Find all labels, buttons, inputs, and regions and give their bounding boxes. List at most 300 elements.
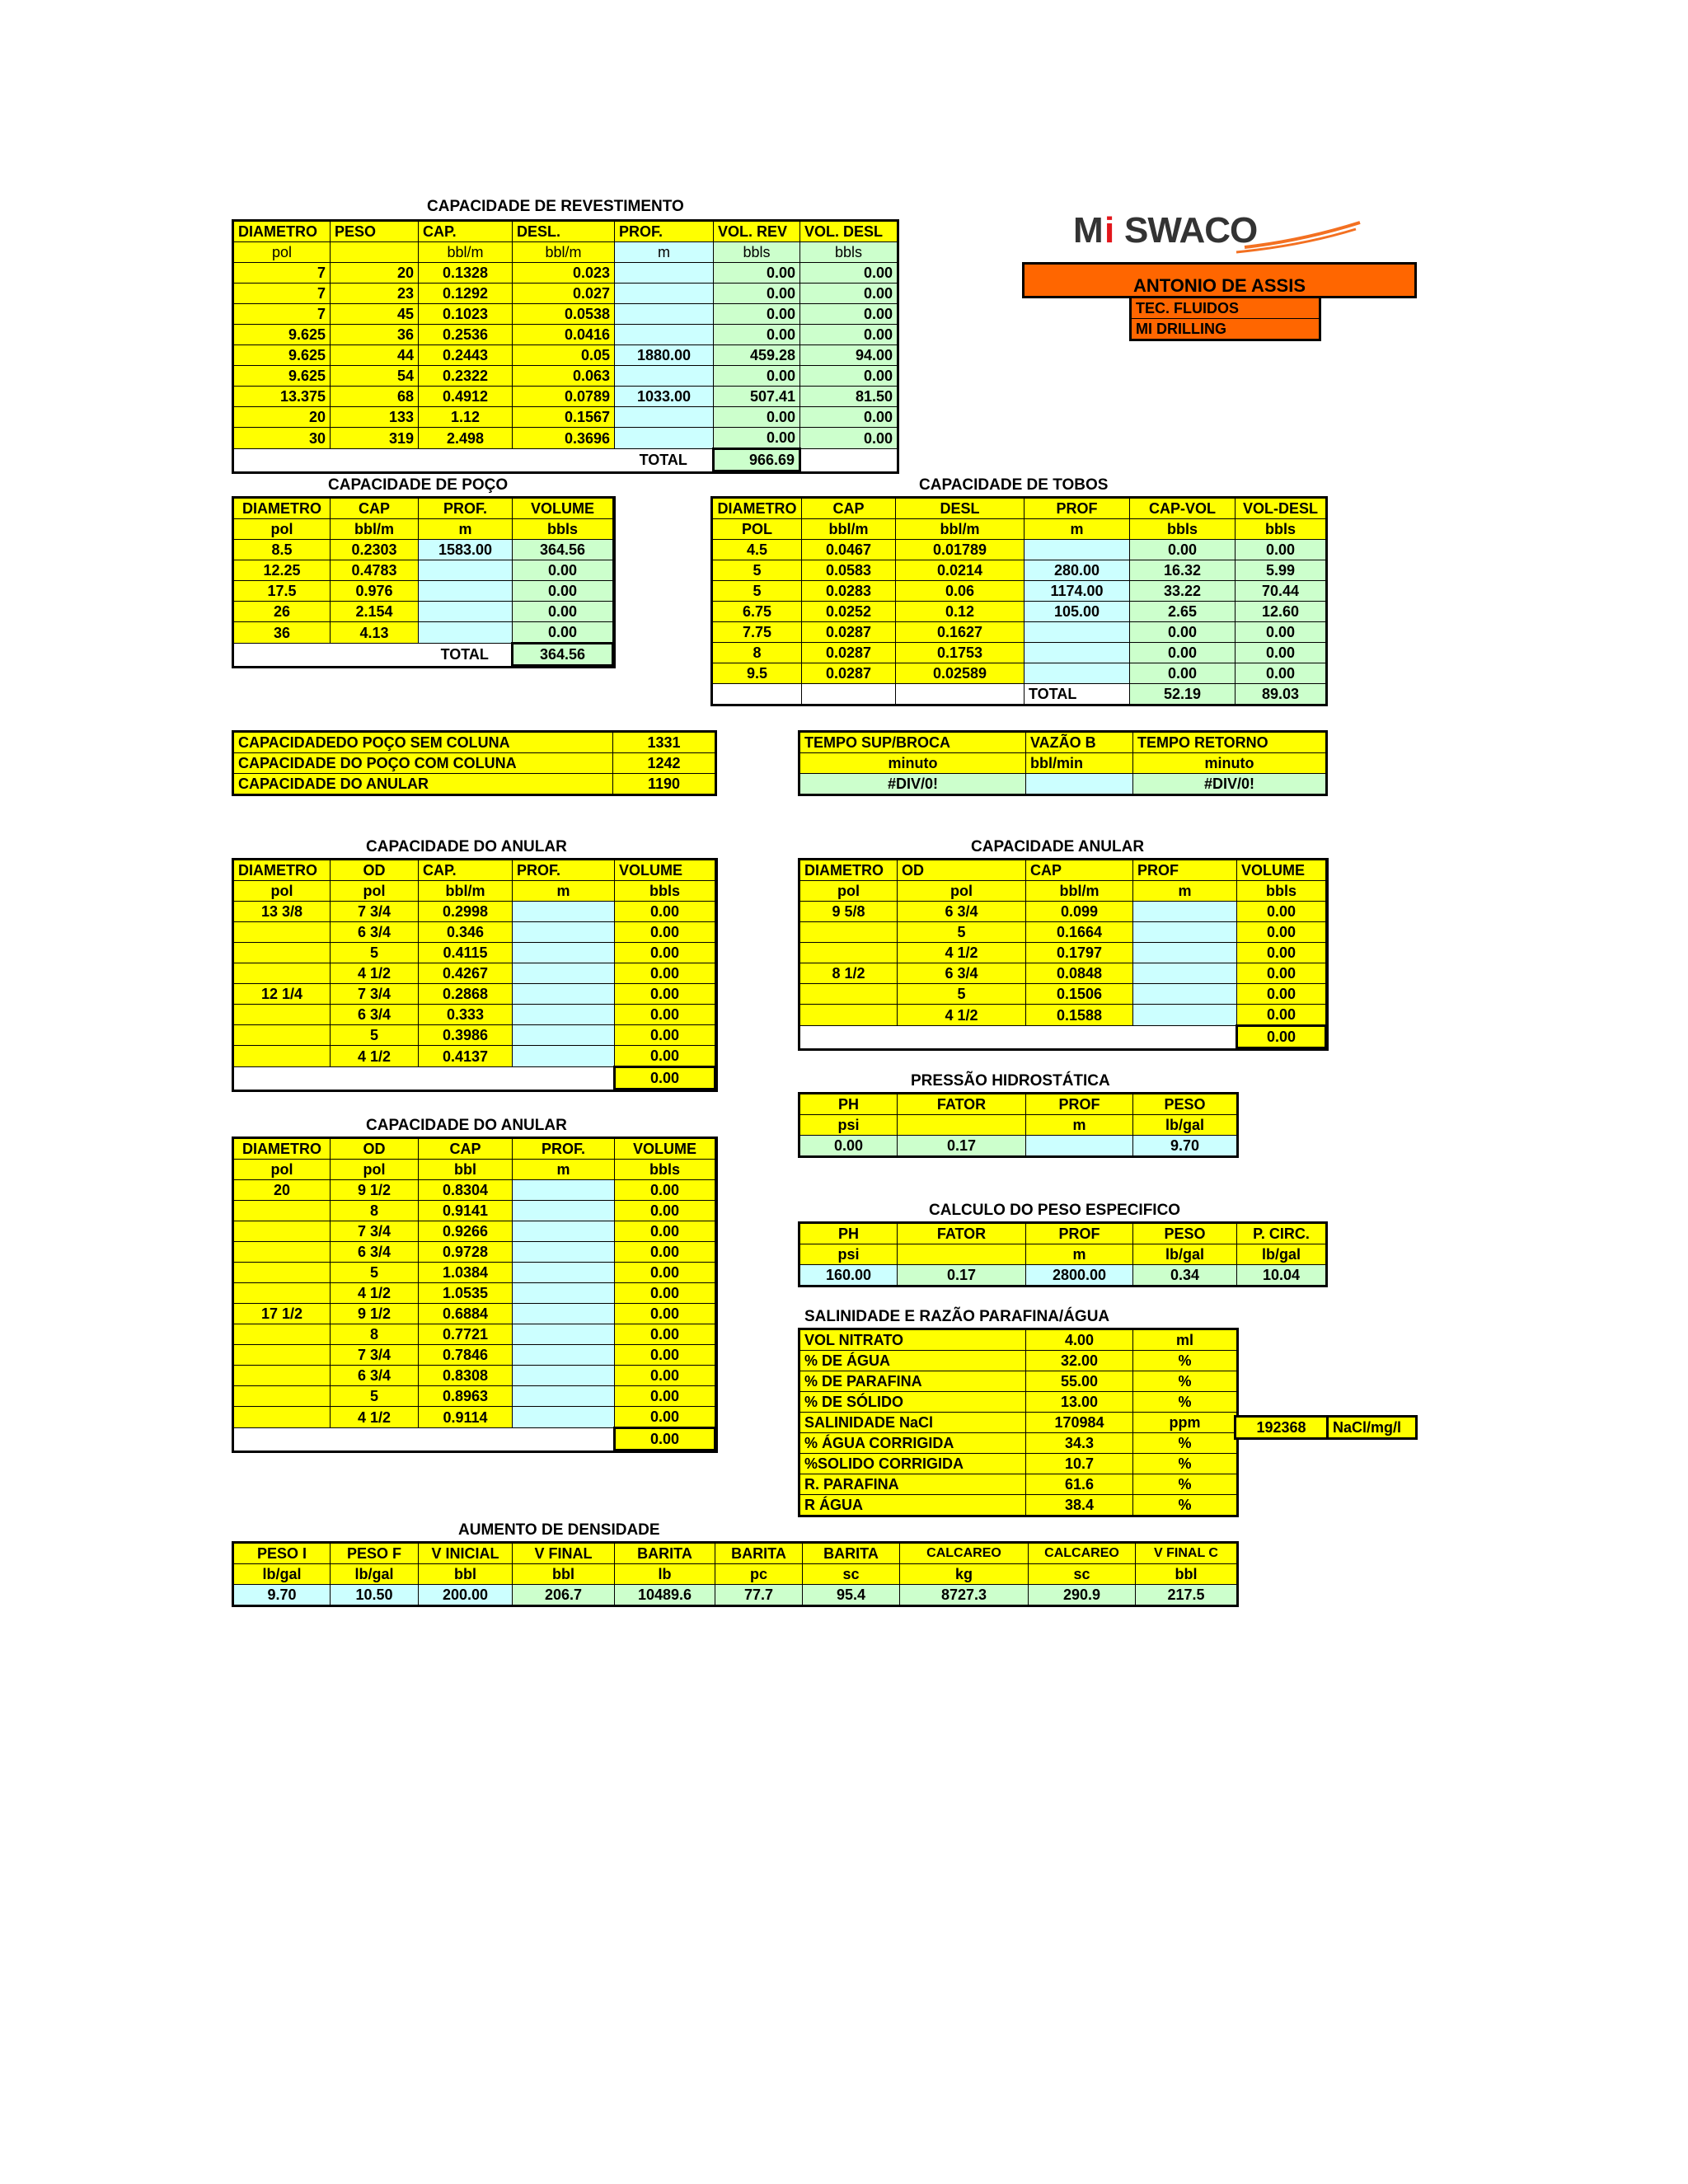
header-cell: VOLUME (513, 499, 613, 519)
table-cell: 0.2443 (419, 345, 513, 366)
table-cell: 6 3/4 (898, 963, 1026, 984)
table-cell[interactable] (615, 304, 714, 325)
table-cell: 32.00 (1026, 1351, 1133, 1371)
header-cell: TEMPO SUP/BROCA (800, 733, 1026, 753)
unit-cell: bbl/m (802, 519, 896, 540)
peso-esp-title: CALCULO DO PESO ESPECIFICO (929, 1202, 1181, 1219)
table-row (234, 943, 715, 963)
table-row (713, 602, 1326, 622)
anular2-rows (800, 902, 1326, 1026)
table-row (800, 1392, 1237, 1413)
table-cell: 9.625 (234, 345, 331, 366)
table-cell[interactable] (1025, 663, 1130, 684)
header-cell: VAZÃO B (1026, 733, 1133, 753)
table-cell: 0.00 (615, 922, 715, 943)
peso-i-input[interactable]: 9.70 (234, 1585, 331, 1605)
unit-cell: bbl/m (513, 242, 615, 263)
table-cell (234, 963, 331, 984)
table-cell: 0.00 (615, 1242, 715, 1263)
table-cell[interactable] (513, 1005, 615, 1025)
table-cell[interactable] (1025, 622, 1130, 643)
table-row (800, 1330, 1237, 1351)
table-row (713, 560, 1326, 581)
unit-cell: bbls (1237, 881, 1326, 902)
unit-cell: lb/gal (331, 1564, 419, 1585)
table-cell: 0.0252 (802, 602, 896, 622)
table-cell: 0.1023 (419, 304, 513, 325)
unit-cell: m (615, 242, 714, 263)
table-row (234, 581, 613, 602)
table-cell[interactable] (513, 1025, 615, 1046)
tubos-rows (713, 540, 1326, 684)
header-cell: VOLUME (615, 1139, 715, 1160)
unit-cell: bbls (615, 1160, 715, 1180)
table-cell: 34.3 (1026, 1433, 1133, 1454)
unit-cell: bbls (1236, 519, 1326, 540)
unit-cell: kg (900, 1564, 1029, 1585)
table-row (234, 774, 715, 794)
anular2-title: CAPACIDADE ANULAR (971, 838, 1145, 855)
unit-cell: m (1133, 881, 1237, 902)
table-cell[interactable] (615, 284, 714, 304)
table-cell[interactable] (513, 1386, 615, 1407)
table-cell: 23 (331, 284, 419, 304)
table-cell: 0.00 (513, 622, 613, 644)
table-cell: 9.5 (713, 663, 802, 684)
table-cell: 0.00 (1236, 643, 1326, 663)
table-cell: 0.00 (714, 428, 800, 449)
total-vol-desl: 89.03 (1236, 684, 1326, 705)
table-cell[interactable] (419, 560, 513, 581)
header-cell: VOL-DESL (1236, 499, 1326, 519)
anular3-table (233, 1138, 716, 1451)
unit-cell: lb/gal (1133, 1115, 1237, 1136)
table-cell: 0.00 (714, 263, 800, 284)
table-row (713, 663, 1326, 684)
table-cell[interactable] (513, 984, 615, 1005)
table-cell: 1190 (613, 774, 715, 794)
table-row (234, 984, 715, 1005)
table-cell: 0.00 (1237, 922, 1326, 943)
table-cell[interactable] (1133, 984, 1237, 1005)
table-cell[interactable] (513, 943, 615, 963)
header-cell: VOL. REV (714, 222, 800, 242)
tempo-retorno-value: #DIV/0! (1133, 774, 1326, 794)
vazao-input[interactable] (1026, 774, 1133, 794)
table-cell[interactable] (513, 1324, 615, 1345)
table-cell[interactable]: 105.00 (1025, 602, 1130, 622)
table-cell: 8 1/2 (800, 963, 898, 984)
header-cell: V INICIAL (419, 1544, 513, 1564)
peso-esp-table (799, 1223, 1326, 1286)
table-cell: 7 3/4 (331, 1345, 419, 1366)
prof-input[interactable] (1026, 1136, 1133, 1156)
table-cell: 20 (331, 263, 419, 284)
salinidade-extra (1234, 1415, 1418, 1440)
table-cell[interactable] (513, 902, 615, 922)
header-cell: PROF (1026, 1224, 1133, 1244)
table-cell: 0.00 (800, 304, 898, 325)
table-cell: % (1133, 1474, 1237, 1495)
unit-cell: pol (234, 1160, 331, 1180)
table-row (234, 304, 898, 325)
table-cell: 0.00 (615, 1345, 715, 1366)
unit-cell: sc (1029, 1564, 1136, 1585)
table-cell[interactable] (513, 1304, 615, 1324)
table-cell: R ÁGUA (800, 1495, 1026, 1516)
table-cell: 0.063 (513, 366, 615, 387)
barita-pc-value: 77.7 (715, 1585, 803, 1605)
table-cell: 0.4115 (419, 943, 513, 963)
table-cell: 0.4267 (419, 963, 513, 984)
calcareo-sc-value: 290.9 (1029, 1585, 1136, 1605)
unit-cell: lb/gal (1133, 1244, 1237, 1265)
table-cell: 0.00 (800, 284, 898, 304)
table-cell: 0.00 (615, 984, 715, 1005)
table-cell: 7 3/4 (331, 984, 419, 1005)
table-cell: 9.625 (234, 325, 331, 345)
table-cell[interactable] (1025, 643, 1130, 663)
table-cell[interactable]: 1033.00 (615, 387, 714, 407)
table-cell: 36 (331, 325, 419, 345)
table-cell[interactable]: 1174.00 (1025, 581, 1130, 602)
table-cell: %SOLIDO CORRIGIDA (800, 1454, 1026, 1474)
header-cell: DIAMETRO (800, 860, 898, 881)
unit-cell: psi (800, 1115, 898, 1136)
table-cell: % (1133, 1433, 1237, 1454)
table-cell: 38.4 (1026, 1495, 1133, 1516)
table-cell: 0.2998 (419, 902, 513, 922)
header-cell: DIAMETRO (234, 1139, 331, 1160)
unit-cell: bbl (1136, 1564, 1237, 1585)
table-cell[interactable] (513, 1180, 615, 1201)
header-cell: FATOR (898, 1224, 1026, 1244)
unit-cell: bbl (419, 1160, 513, 1180)
table-cell: 45 (331, 304, 419, 325)
table-cell: 7 3/4 (331, 902, 419, 922)
table-cell: 6 3/4 (331, 1005, 419, 1025)
table-cell[interactable] (615, 325, 714, 345)
table-cell: 0.00 (615, 1201, 715, 1221)
table-cell[interactable] (615, 428, 714, 449)
header-cell: PROF. (513, 1139, 615, 1160)
table-row (234, 325, 898, 345)
table-cell: CAPACIDADE DO ANULAR (234, 774, 613, 794)
table-row (234, 1263, 715, 1283)
table-cell: 0.2322 (419, 366, 513, 387)
header-cell: VOL. DESL (800, 222, 898, 242)
table-cell: 0.1328 (419, 263, 513, 284)
ph-input[interactable]: 160.00 (800, 1265, 898, 1286)
table-cell: 13.00 (1026, 1392, 1133, 1413)
table-cell (234, 1201, 331, 1221)
table-cell: 0.00 (714, 284, 800, 304)
table-row (800, 963, 1326, 984)
table-row (234, 1242, 715, 1263)
nacl-mg-unit: NaCl/mg/l (1328, 1417, 1417, 1439)
table-cell: ml (1133, 1330, 1237, 1351)
table-cell: 8.5 (234, 540, 331, 560)
header-cell: CALCAREO (1029, 1544, 1136, 1564)
header-cell: DIAMETRO (713, 499, 802, 519)
table-cell: 364.56 (513, 540, 613, 560)
table-cell: 0.00 (1130, 643, 1236, 663)
header-cell: FATOR (898, 1094, 1026, 1115)
nacl-mg-value: 192368 (1236, 1417, 1328, 1439)
header-cell: PESO I (234, 1544, 331, 1564)
table-cell: 9 1/2 (331, 1180, 419, 1201)
capacidades-table (233, 732, 715, 794)
header-cell: P. CIRC. (1237, 1224, 1326, 1244)
table-cell: 6 3/4 (331, 922, 419, 943)
table-cell[interactable] (1133, 1005, 1237, 1026)
table-cell: 0.3986 (419, 1025, 513, 1046)
table-cell: 0.2303 (331, 540, 419, 560)
total-cap-vol: 52.19 (1130, 684, 1236, 705)
table-cell: 1.0535 (419, 1283, 513, 1304)
table-cell: 0.9266 (419, 1221, 513, 1242)
table-cell[interactable] (513, 1221, 615, 1242)
table-cell: 0.00 (800, 407, 898, 428)
fator-value: 0.17 (898, 1265, 1026, 1286)
unit-cell: bbl/m (331, 519, 419, 540)
table-cell: 0.6884 (419, 1304, 513, 1324)
table-cell: 17 1/2 (234, 1304, 331, 1324)
salinidade-table (799, 1329, 1237, 1516)
header-cell: CAP (802, 499, 896, 519)
unit-cell: POL (713, 519, 802, 540)
table-row (234, 1324, 715, 1345)
table-cell[interactable] (1133, 963, 1237, 984)
table-cell: % DE SÓLIDO (800, 1392, 1026, 1413)
table-row (234, 753, 715, 774)
table-cell: 0.02589 (896, 663, 1025, 684)
table-cell: CAPACIDADE DO POÇO COM COLUNA (234, 753, 613, 774)
table-cell[interactable]: 280.00 (1025, 560, 1130, 581)
table-cell: 0.8963 (419, 1386, 513, 1407)
header-cell: CAP. (419, 860, 513, 881)
table-cell: 0.00 (800, 263, 898, 284)
table-cell: 0.00 (615, 1324, 715, 1345)
table-cell (234, 1025, 331, 1046)
table-cell[interactable] (1025, 540, 1130, 560)
unit-cell: bbls (615, 881, 715, 902)
table-cell (234, 922, 331, 943)
densidade-table (233, 1543, 1237, 1605)
table-cell[interactable] (513, 1366, 615, 1386)
table-cell: 5 (331, 1263, 419, 1283)
table-row (234, 622, 613, 644)
table-cell: 0.027 (513, 284, 615, 304)
table-cell: 459.28 (714, 345, 800, 366)
table-cell[interactable]: 1583.00 (419, 540, 513, 560)
table-cell: 70.44 (1236, 581, 1326, 602)
table-cell: 0.00 (615, 963, 715, 984)
unit-cell: bbls (800, 242, 898, 263)
table-cell: 0.01789 (896, 540, 1025, 560)
table-cell[interactable] (513, 1201, 615, 1221)
table-cell: 0.8304 (419, 1180, 513, 1201)
table-cell[interactable] (513, 1345, 615, 1366)
peso-f-input[interactable]: 10.50 (331, 1585, 419, 1605)
table-cell (234, 1407, 331, 1428)
header-cell: PROF (1025, 499, 1130, 519)
table-cell: 0.00 (1237, 943, 1326, 963)
table-cell: 0.0538 (513, 304, 615, 325)
table-cell[interactable] (419, 581, 513, 602)
table-cell[interactable] (615, 366, 714, 387)
table-cell[interactable] (1133, 922, 1237, 943)
header-cell: PROF (1026, 1094, 1133, 1115)
anular3-rows (234, 1180, 715, 1428)
table-cell: 0.00 (1236, 622, 1326, 643)
table-cell: 4.00 (1026, 1330, 1133, 1351)
table-cell: 0.00 (800, 325, 898, 345)
header-cell: PESO (1133, 1224, 1237, 1244)
unit-cell: pol (331, 881, 419, 902)
table-cell[interactable] (1133, 902, 1237, 922)
table-cell: 0.00 (615, 1304, 715, 1324)
table-cell: 0.0283 (802, 581, 896, 602)
table-cell: 0.1664 (1026, 922, 1133, 943)
table-cell: 0.00 (615, 1263, 715, 1283)
prof-input[interactable]: 2800.00 (1026, 1265, 1133, 1286)
table-cell: 13.375 (234, 387, 331, 407)
table-cell[interactable] (513, 922, 615, 943)
table-cell: 0.00 (1130, 622, 1236, 643)
table-cell (800, 984, 898, 1005)
unit-cell: bbl/m (896, 519, 1025, 540)
unit-cell: bbl/m (419, 881, 513, 902)
table-cell (800, 922, 898, 943)
table-cell[interactable] (513, 1046, 615, 1067)
table-cell: 0.00 (615, 902, 715, 922)
table-cell[interactable] (419, 602, 513, 622)
table-cell: 0.7846 (419, 1345, 513, 1366)
table-row (713, 540, 1326, 560)
tempo-sup-value: #DIV/0! (800, 774, 1026, 794)
table-cell (234, 1046, 331, 1067)
table-cell: 0.1627 (896, 622, 1025, 643)
poco-rows (234, 540, 613, 644)
table-cell[interactable] (513, 1283, 615, 1304)
table-cell: 0.00 (615, 1005, 715, 1025)
table-cell: 16.32 (1130, 560, 1236, 581)
table-row (800, 1413, 1237, 1433)
table-cell[interactable] (513, 963, 615, 984)
table-cell: 0.333 (419, 1005, 513, 1025)
unit-cell: bbls (513, 519, 613, 540)
salinidade-title: SALINIDADE E RAZÃO PARAFINA/ÁGUA (804, 1308, 1110, 1325)
table-row (234, 560, 613, 581)
header-cell: CAP (331, 499, 419, 519)
table-cell: 5 (331, 1386, 419, 1407)
table-cell[interactable]: 1880.00 (615, 345, 714, 366)
total-value: 364.56 (513, 644, 613, 666)
table-cell: 0.00 (615, 1283, 715, 1304)
table-cell[interactable] (513, 1242, 615, 1263)
table-cell[interactable] (615, 407, 714, 428)
table-cell: % (1133, 1392, 1237, 1413)
table-cell: 0.0789 (513, 387, 615, 407)
header-cell: BARITA (715, 1544, 803, 1564)
table-cell: 94.00 (800, 345, 898, 366)
table-cell (234, 1324, 331, 1345)
table-cell: 5.99 (1236, 560, 1326, 581)
table-cell: 12.60 (1236, 602, 1326, 622)
table-cell: 7 (234, 263, 331, 284)
v-inicial-input[interactable]: 200.00 (419, 1585, 513, 1605)
table-cell: 0.1506 (1026, 984, 1133, 1005)
table-cell: 0.06 (896, 581, 1025, 602)
table-cell: 30 (234, 428, 331, 449)
table-cell: 507.41 (714, 387, 800, 407)
table-cell: 6 3/4 (898, 902, 1026, 922)
table-cell: % (1133, 1351, 1237, 1371)
table-cell: 8 (331, 1201, 419, 1221)
unit-cell: m (513, 881, 615, 902)
header-cell: PROF. (419, 499, 513, 519)
table-cell: 0.00 (615, 1180, 715, 1201)
table-cell[interactable] (1133, 943, 1237, 963)
table-cell (234, 1366, 331, 1386)
total-label: TOTAL (639, 452, 687, 469)
table-cell: 0.00 (1237, 902, 1326, 922)
peso-input[interactable]: 9.70 (1133, 1136, 1237, 1156)
table-cell: % (1133, 1371, 1237, 1392)
table-cell: 0.1588 (1026, 1005, 1133, 1026)
table-cell: 2.498 (419, 428, 513, 449)
table-cell: 0.0287 (802, 663, 896, 684)
table-cell: 0.00 (615, 1386, 715, 1407)
table-cell: 10.7 (1026, 1454, 1133, 1474)
table-cell: 0.2536 (419, 325, 513, 345)
barita-lb-value: 10489.6 (615, 1585, 715, 1605)
table-row (234, 1304, 715, 1324)
table-cell: 12 1/4 (234, 984, 331, 1005)
table-row (713, 643, 1326, 663)
table-cell: 2.154 (331, 602, 419, 622)
table-cell: 20 (234, 1180, 331, 1201)
table-cell: 0.0214 (896, 560, 1025, 581)
table-row (234, 284, 898, 304)
unit-cell: psi (800, 1244, 898, 1265)
table-cell: 0.0416 (513, 325, 615, 345)
table-cell[interactable] (513, 1263, 615, 1283)
tubos-table (712, 498, 1326, 705)
header-cell: OD (898, 860, 1026, 881)
revestimento-rows (234, 263, 898, 449)
table-cell: 0.0287 (802, 643, 896, 663)
table-cell: 0.9141 (419, 1201, 513, 1221)
table-row (800, 1371, 1237, 1392)
ph-value: 0.00 (800, 1136, 898, 1156)
unit-cell: lb (615, 1564, 715, 1585)
table-cell: 7 (234, 304, 331, 325)
table-cell[interactable] (513, 1407, 615, 1428)
table-cell[interactable] (419, 622, 513, 644)
unit-cell: bbl/min (1026, 753, 1133, 774)
unit-cell: lb/gal (234, 1564, 331, 1585)
table-cell: 0.00 (800, 366, 898, 387)
table-cell: 4 1/2 (331, 963, 419, 984)
table-cell: 61.6 (1026, 1474, 1133, 1495)
table-row (234, 1046, 715, 1067)
table-cell: 1.0384 (419, 1263, 513, 1283)
table-cell[interactable] (615, 263, 714, 284)
header-cell: PESO F (331, 1544, 419, 1564)
table-row (234, 407, 898, 428)
